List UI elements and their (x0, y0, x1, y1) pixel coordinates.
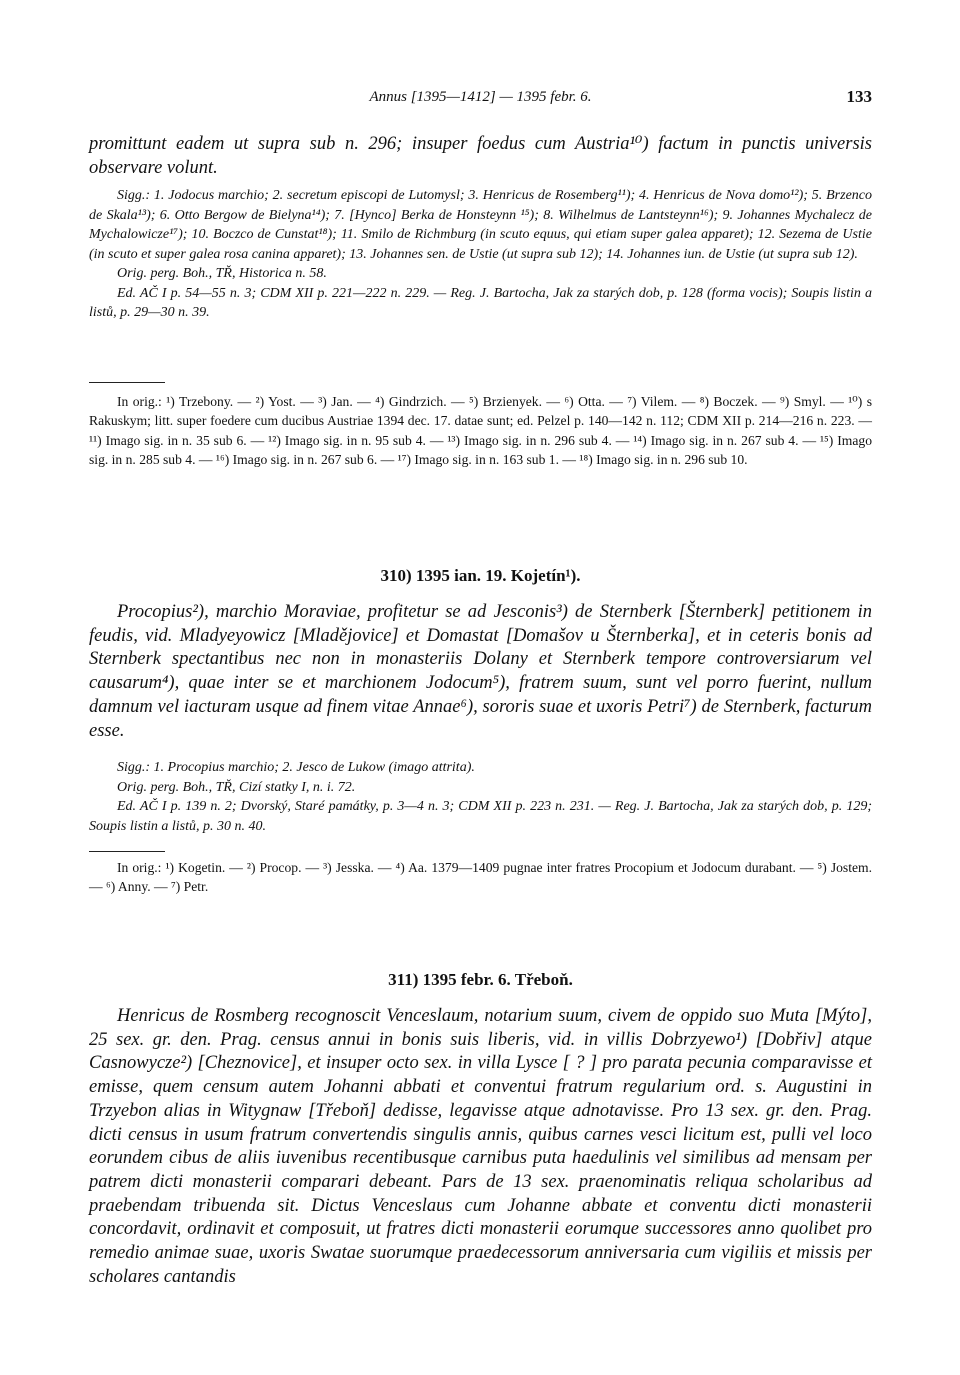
doc311-text: Henricus de Rosmberg recognoscit Venceslaum, notarium suum, civem de oppido suo Muta [Mýto], 25 sex. gr. den. Prag. census annui in bonis suis liberis, vid. in villis Dobrzyewo¹) [Dobřiv] atque Casnowycze²) [Cheznovice], et insuper octo sex. in villa Lysce [ ? ] pro parata pecunia comparavisse et emisse, quem censum autem Johanni abbati et conventui fratrum regularium ord. s. Augustini in Trzyebon alias in Witygnaw [Třeboň] dedisse, legavisse atque adnotavisse. Pro 13 sex. gr. den. Prag. dicti census in usum fratrum convertendis singulis annis, quibus carnes vesci licitum est, pulli vel loco eorundem cibus de aliis iuvenibus recentibusque carnibus puta haedulinis vel similibus ad mensam per patrem dicti monasterii comparari debeant. Pars de 13 sex. praenominatis reliqua scholaribus ad praebendam tribuenda sit. Dictus Venceslaus cum Johanne abbate et conventu dicti monasterii concordavit, ordinavit et composuit, ut fratres dicti monasterii eorumque successores anno quolibet pro remedio animae suae, uxoris Swatae suorumque praedecessorum anniversaria cum vigiliis et missis per scholares cantandis (89, 1006, 872, 1287)
prev-doc-tail: promittunt eadem ut supra sub n. 296; insuper foedus cum Austria¹⁰) factum in punctis universis observare volunt. (89, 134, 872, 178)
doc310-footnotes: In orig.: ¹) Kogetin. — ²) Procop. — ³) Jesska. — ⁴) Aa. 1379—1409 pugnae inter fratres Procopium et Jodocum durabant. — ⁵) Jostem. — ⁶) Anny. — ⁷) Petr. (89, 860, 872, 895)
footnote-rule (89, 382, 165, 383)
doc310-ed: Ed. AČ I p. 139 n. 2; Dvorský, Staré památky, p. 3—4 n. 3; CDM XII p. 223 n. 231. — Reg. J. Bartocha, Jak za starých dob, p. 129; Soupis listin a listů, p. 30 n. 40. (89, 799, 872, 834)
page-header (89, 89, 872, 113)
prev-doc-ed: Ed. AČ I p. 54—55 n. 3; CDM XII p. 221—222 n. 229. — Reg. J. Bartocha, Jak za starých dob, p. 128 (forma vocis); Soupis listin a listů, p. 29—30 n. 39. (89, 285, 872, 320)
doc310-apparatus (89, 758, 872, 836)
doc310-heading: 310) 1395 ian. 19. Kojetín¹). (380, 566, 581, 585)
footnote-rule (89, 851, 165, 852)
prev-doc-orig: Orig. perg. Boh., TŘ, Historica n. 58. (117, 266, 327, 281)
prev-doc-footnotes: In orig.: ¹) Trzebony. — ²) Yost. — ³) Jan. — ⁴) Gindrzich. — ⁵) Brzienyek. — ⁶) Otta. — ⁷) Vilem. — ⁸) Boczek. — ⁹) Smyl. — ¹⁰) s Rakuskym; litt. super foedere cum ducibus Austriae 1394 dec. 17. datae sunt; ed. Pelzel p. 140—142 n. 112; CDM XII p. 214—216 n. 223. — ¹¹) Imago sig. in n. 35 sub 6. — ¹²) Imago sig. in n. 95 sub 4. — ¹³) Imago sig. in n. 296 sub 4. — ¹⁴) Imago sig. in n. 267 sub 4. — ¹⁵) Imago sig. in n. 285 sub 4. — ¹⁶) Imago sig. in n. 267 sub 6. — ¹⁷) Imago sig. in n. 163 sub 1. — ¹⁸) Imago sig. in n. 296 sub 10. (89, 394, 872, 468)
page-number: 133 (846, 87, 872, 106)
doc310-text: Procopius²), marchio Moraviae, profitetur se ad Jesconis³) de Sternberk [Šternberk] petitionem in feudis, vid. Mladyeyowicz [Mladějovice] et Domastat [Domašov u Šternberka], et in ceteris bonis ad Sternberk spectantibus nec non in monasteriis Dolany et Sternberk tempore controversiarum vel causarum⁴), quae inter se et marchionem Jodocum⁵), fratrem suum, sunt vel porro fuerint, nullum damnum vel iacturam usque ad finem vitae Annae⁶), sororis suae et uxoris Petri⁷) de Sternberk, facturum esse. (89, 602, 872, 741)
doc310-sigg: Sigg.: 1. Procopius marchio; 2. Jesco de Lukow (imago attrita). (117, 760, 475, 775)
prev-doc-sigg: Sigg.: 1. Jodocus marchio; 2. secretum episcopi de Lutomysl; 3. Henricus de Rosemberg¹¹); 4. Henricus de Nova domo¹²); 5. Brzenco de Skala¹³); 6. Otto Bergow de Bielyna¹⁴); 7. [Hynco] Berka de Honsteynn ¹⁵); 8. Wilhelmus de Lantsteynn¹⁶); 9. Johannes Mychalecz de Mychalowicze¹⁷); 10. Boczco de Cunstat¹⁸); 11. Smilo de Richmburg (in scuto equus, qui etiam super galea apparet); 12. Sezema de Ustie (in scuto et super galea rosa canina apparet); 13. Johannes sen. de Ustie (ut supra sub 12); 14. Johannes iun. de Ustie (ut supra sub 12). (89, 188, 872, 262)
doc310-orig: Orig. perg. Boh., TŘ, Cizí statky I, n. i. 72. (117, 779, 356, 795)
running-head: Annus [1395—1412] — 1395 febr. 6. (369, 89, 592, 105)
prev-doc-apparatus (89, 186, 872, 323)
doc311-heading: 311) 1395 febr. 6. Třeboň. (388, 970, 573, 989)
